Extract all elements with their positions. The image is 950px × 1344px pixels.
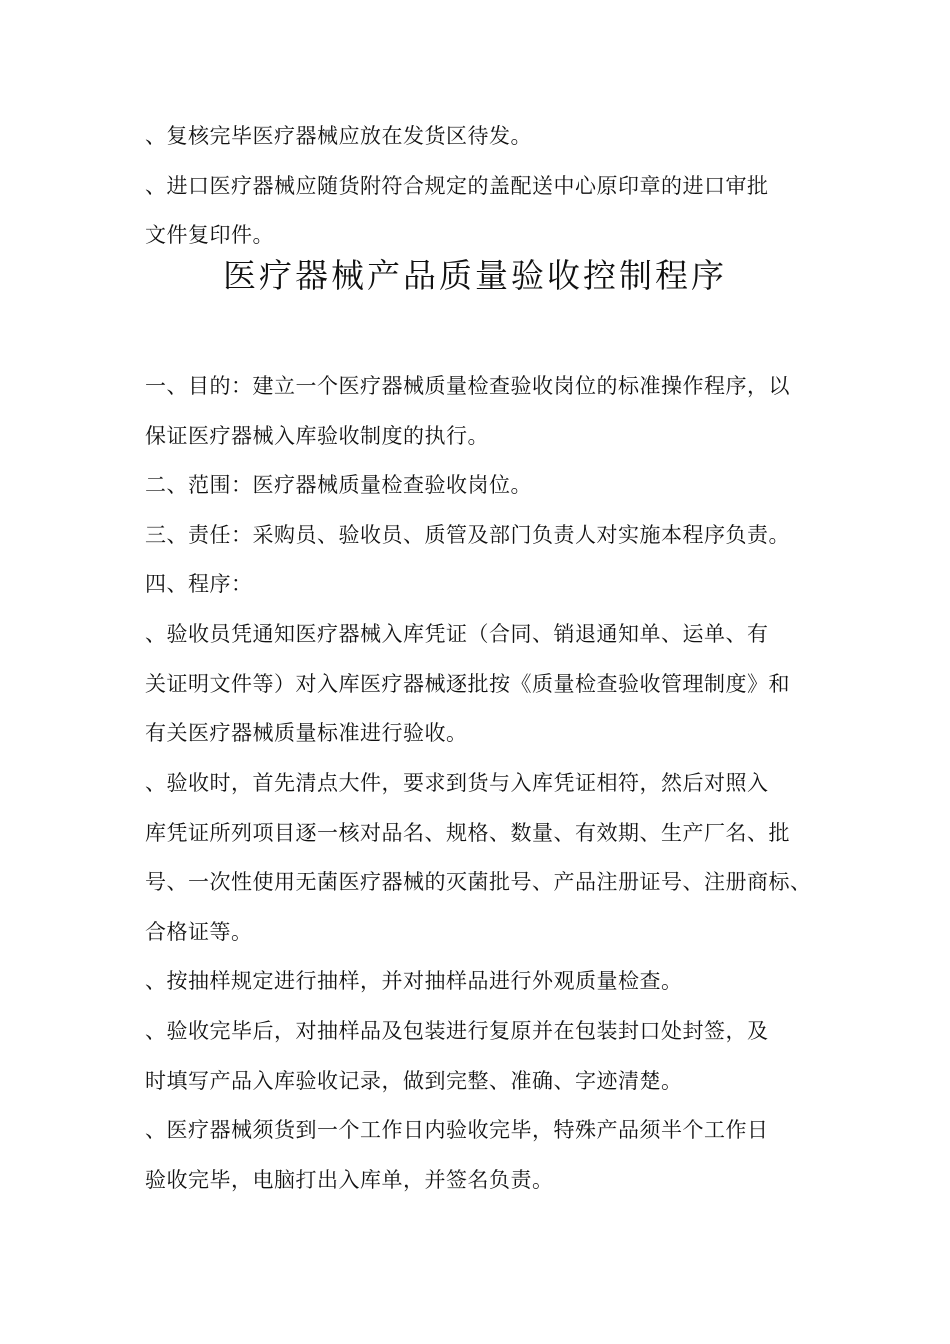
paragraph-line: 、进口医疗器械应随货附符合规定的盖配送中心原印章的进口审批 [145, 174, 769, 198]
paragraph-line: 、按抽样规定进行抽样，并对抽样品进行外观质量检查。 [145, 969, 683, 993]
paragraph-line: 关证明文件等）对入库医疗器械逐批按《质量检查验收管理制度》和 [145, 672, 790, 696]
paragraph-line: 三、责任：采购员、验收员、质管及部门负责人对实施本程序负责。 [145, 523, 790, 547]
paragraph-line: 、验收时，首先清点大件，要求到货与入库凭证相符，然后对照入 [145, 771, 769, 795]
paragraph-line: 、验收完毕后，对抽样品及包装进行复原并在包装封口处封签，及 [145, 1019, 769, 1043]
paragraph-line: 、医疗器械须货到一个工作日内验收完毕，特殊产品须半个工作日 [145, 1118, 769, 1142]
paragraph-line: 一、目的：建立一个医疗器械质量检查验收岗位的标准操作程序，以 [145, 374, 790, 398]
paragraph-line: 号、一次性使用无菌医疗器械的灭菌批号、产品注册证号、注册商标、 [145, 870, 812, 894]
paragraph-line: 四、程序： [145, 572, 253, 596]
paragraph-line: 库凭证所列项目逐一核对品名、规格、数量、有效期、生产厂名、批 [145, 821, 790, 845]
paragraph-line: 文件复印件。 [145, 223, 274, 247]
paragraph-line: 有关医疗器械质量标准进行验收。 [145, 721, 468, 745]
paragraph-line: 验收完毕，电脑打出入库单，并签名负责。 [145, 1168, 554, 1192]
document-title: 医疗器械产品质量验收控制程序 [223, 256, 727, 295]
paragraph-line: 合格证等。 [145, 920, 253, 944]
paragraph-line: 二、范围：医疗器械质量检查验收岗位。 [145, 473, 532, 497]
paragraph-line: 保证医疗器械入库验收制度的执行。 [145, 424, 489, 448]
paragraph-line: 时填写产品入库验收记录，做到完整、准确、字迹清楚。 [145, 1069, 683, 1093]
paragraph-line: 、复核完毕医疗器械应放在发货区待发。 [145, 124, 532, 148]
paragraph-line: 、验收员凭通知医疗器械入库凭证（合同、销退通知单、运单、有 [145, 622, 769, 646]
